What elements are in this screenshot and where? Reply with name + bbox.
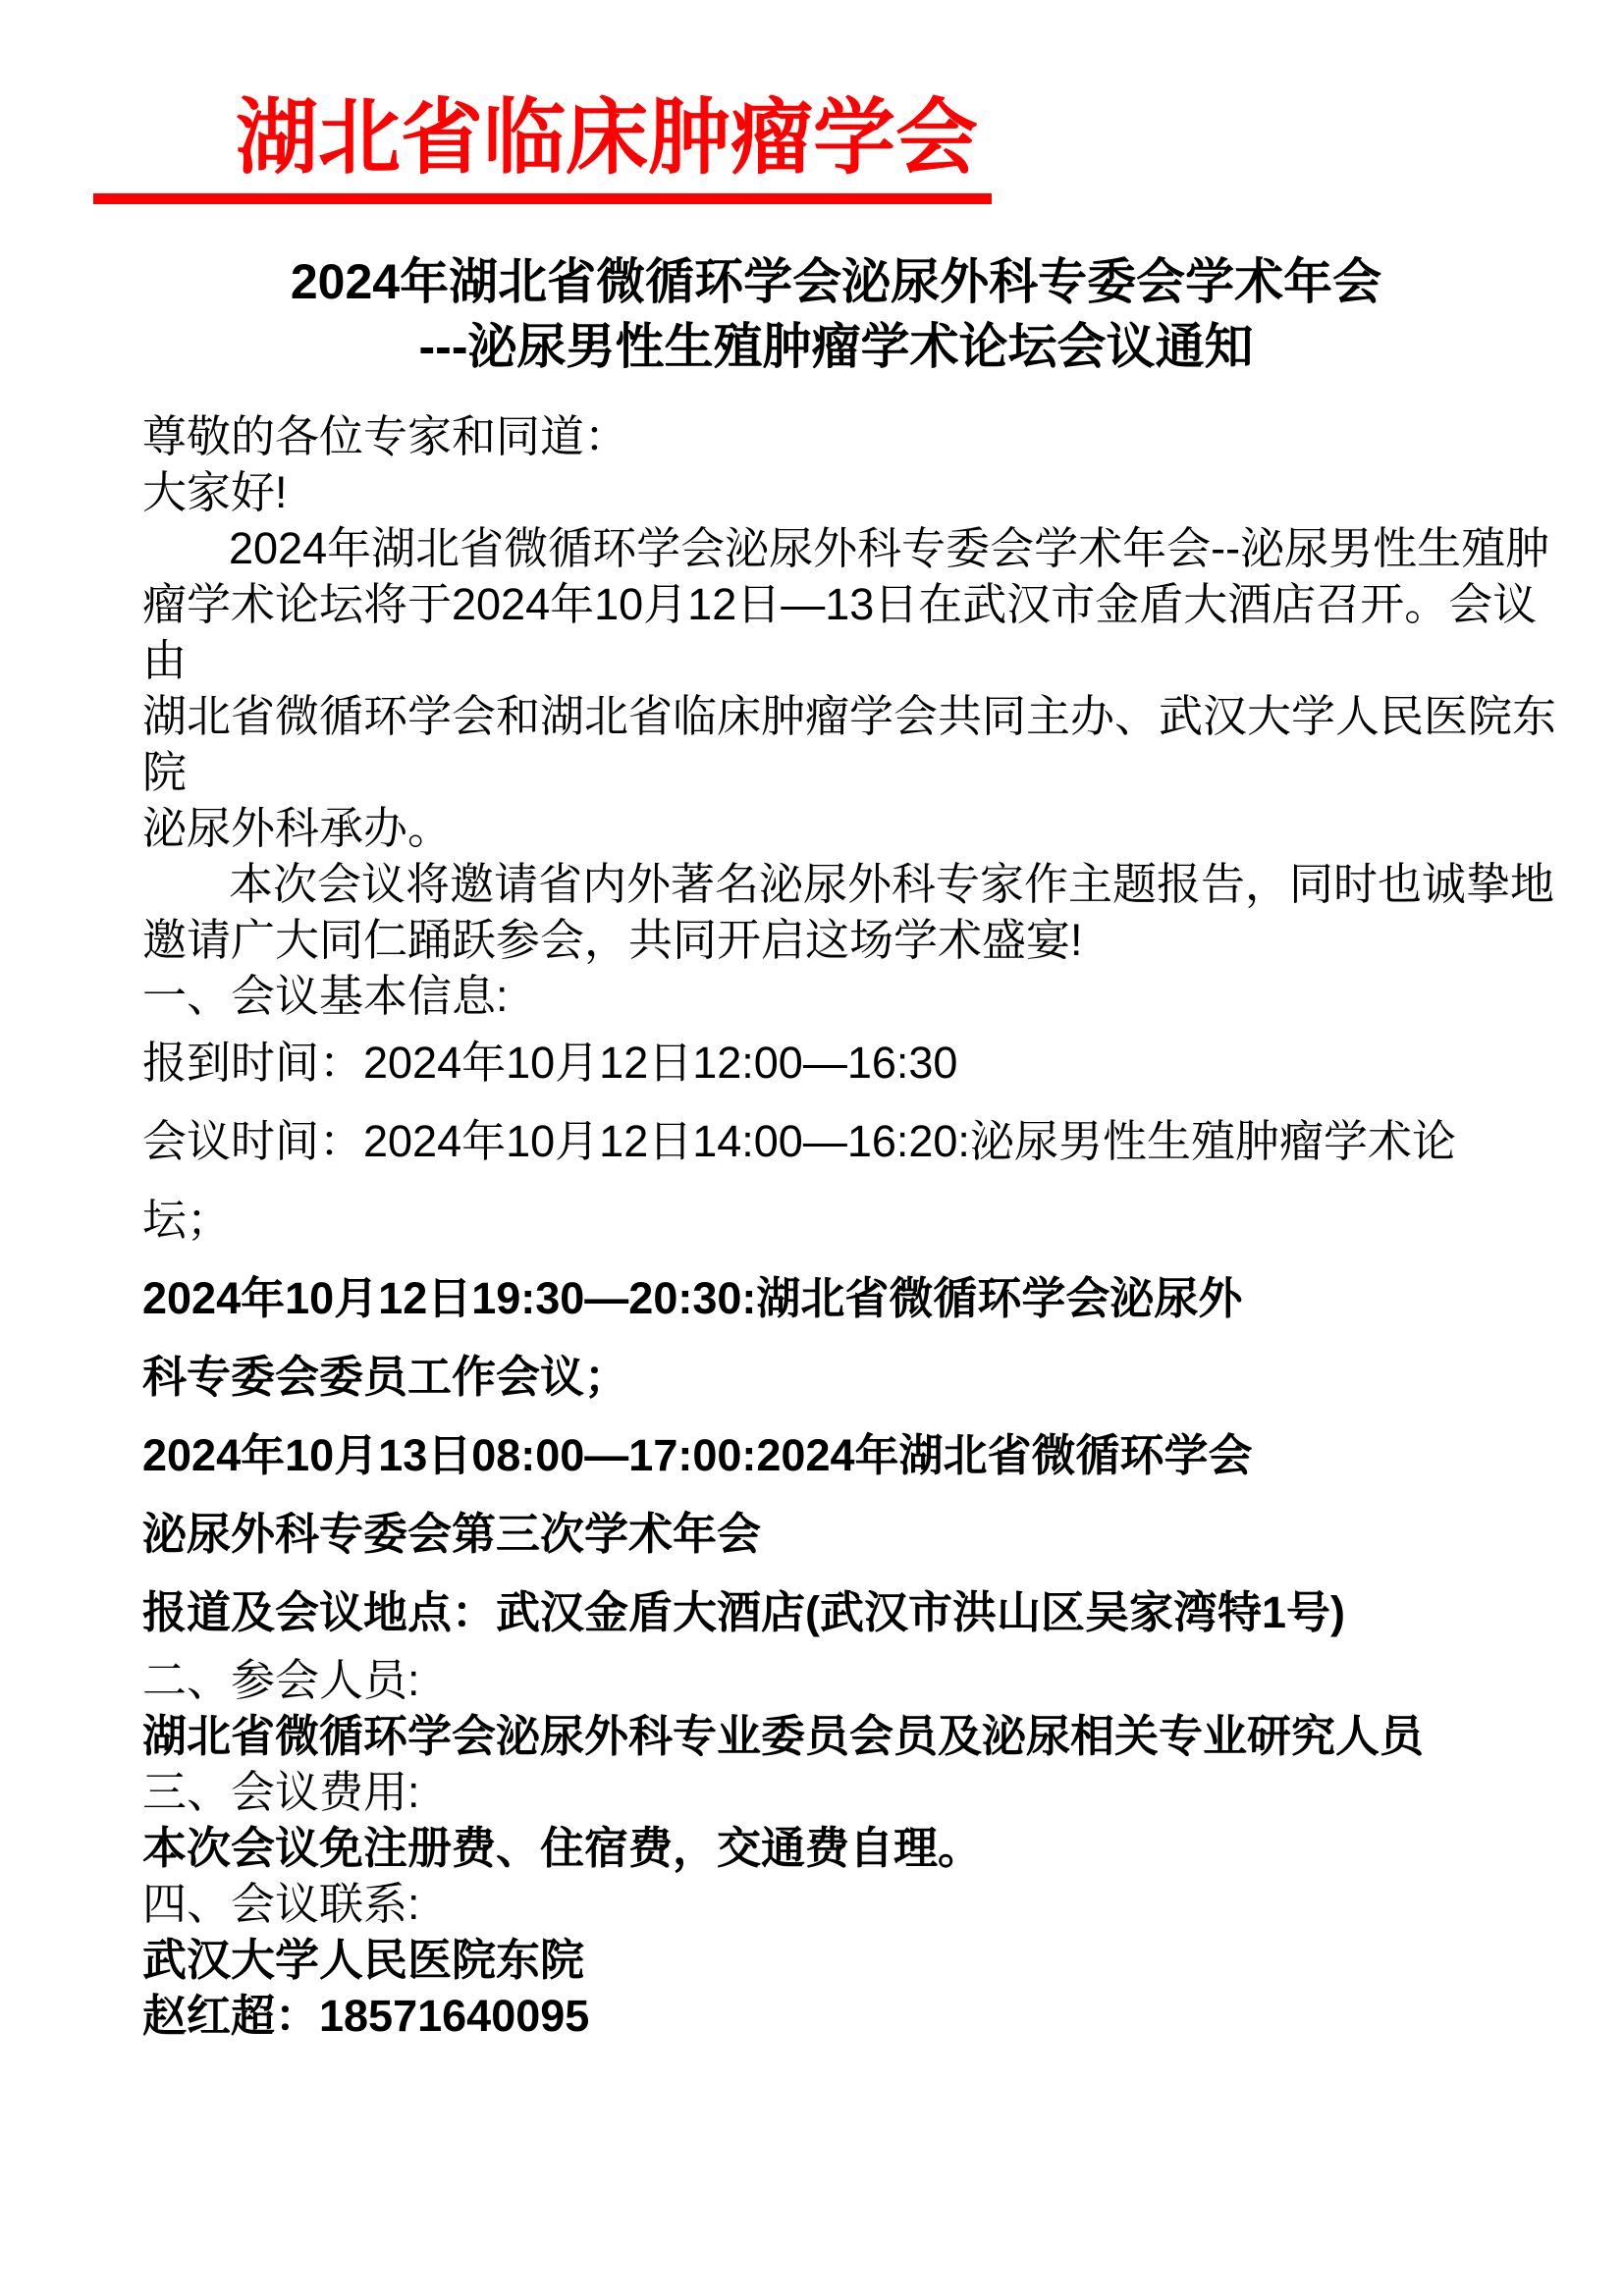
intro-p1-line4: 泌尿外科承办。 — [142, 803, 453, 853]
intro-paragraph-2 — [142, 856, 1579, 968]
section-1-schedule — [142, 1024, 1579, 1652]
document-body — [142, 408, 1579, 2044]
section-3-heading: 三、会议费用: — [142, 1767, 420, 1817]
registration-time: 报到时间：2024年10月12日12:00—16:30 — [142, 1038, 958, 1088]
section-4-heading: 四、会议联系: — [142, 1879, 420, 1929]
greeting-line: 大家好! — [142, 467, 288, 517]
section-1-heading: 一、会议基本信息: — [142, 971, 509, 1021]
intro-p1-line3: 湖北省微循环学会和湖北省临床肿瘤学会共同主办、武汉大学人民医院东院 — [142, 691, 1557, 797]
section-2-heading: 二、参会人员: — [142, 1655, 420, 1705]
section-3-body: 本次会议免注册费、住宿费，交通费自理。 — [142, 1823, 983, 1873]
salutation: 尊敬的各位专家和同道： — [142, 411, 629, 461]
document-title-line2: ---泌尿男性生殖肿瘤学术论坛会议通知 — [418, 319, 1254, 374]
intro-p2-line2: 邀请广大同仁踊跃参会，共同开启这场学术盛宴! — [142, 915, 1083, 965]
section-2-body: 湖北省微循环学会泌尿外科专业委员会员及泌尿相关专业研究人员 — [142, 1711, 1425, 1761]
contact-org: 武汉大学人民医院东院 — [142, 1935, 585, 1985]
schedule-entry-2-line1: 2024年10月12日19:30—20:30:湖北省微循环学会泌尿外 — [142, 1273, 1243, 1323]
venue-line: 报道及会议地点：武汉金盾大酒店(武汉市洪山区吴家湾特1号) — [142, 1587, 1345, 1637]
org-title: 湖北省临床肿瘤学会 — [236, 91, 979, 184]
intro-p1-line1: 2024年湖北省微循环学会泌尿外科专委会学术年会--泌尿男性生殖肿 — [229, 523, 1550, 573]
intro-p2-line1: 本次会议将邀请省内外著名泌尿外科专家作主题报告，同时也诚挚地 — [229, 859, 1555, 909]
meeting-time-continuation: 坛； — [142, 1195, 232, 1245]
document-title — [93, 249, 1579, 379]
meeting-time-line1: 会议时间：2024年10月12日14:00—16:20:泌尿男性生殖肿瘤学术论 — [142, 1116, 1456, 1166]
intro-p1-line2: 瘤学术论坛将于2024年10月12日—13日在武汉市金盾大酒店召开。会议由 — [142, 579, 1538, 685]
intro-paragraph-1 — [142, 520, 1579, 856]
document-title-line1: 2024年湖北省微循环学会泌尿外科专委会学术年会 — [290, 254, 1382, 309]
schedule-entry-2-line2: 科专委会委员工作会议； — [142, 1352, 629, 1402]
schedule-entry-3-line2: 泌尿外科专委会第三次学术年会 — [142, 1509, 762, 1559]
contact-person: 赵红超：18571640095 — [142, 1991, 590, 2041]
schedule-entry-3-line1: 2024年10月13日08:00—17:00:2024年湖北省微循环学会 — [142, 1430, 1253, 1480]
org-header-underline — [93, 86, 992, 204]
